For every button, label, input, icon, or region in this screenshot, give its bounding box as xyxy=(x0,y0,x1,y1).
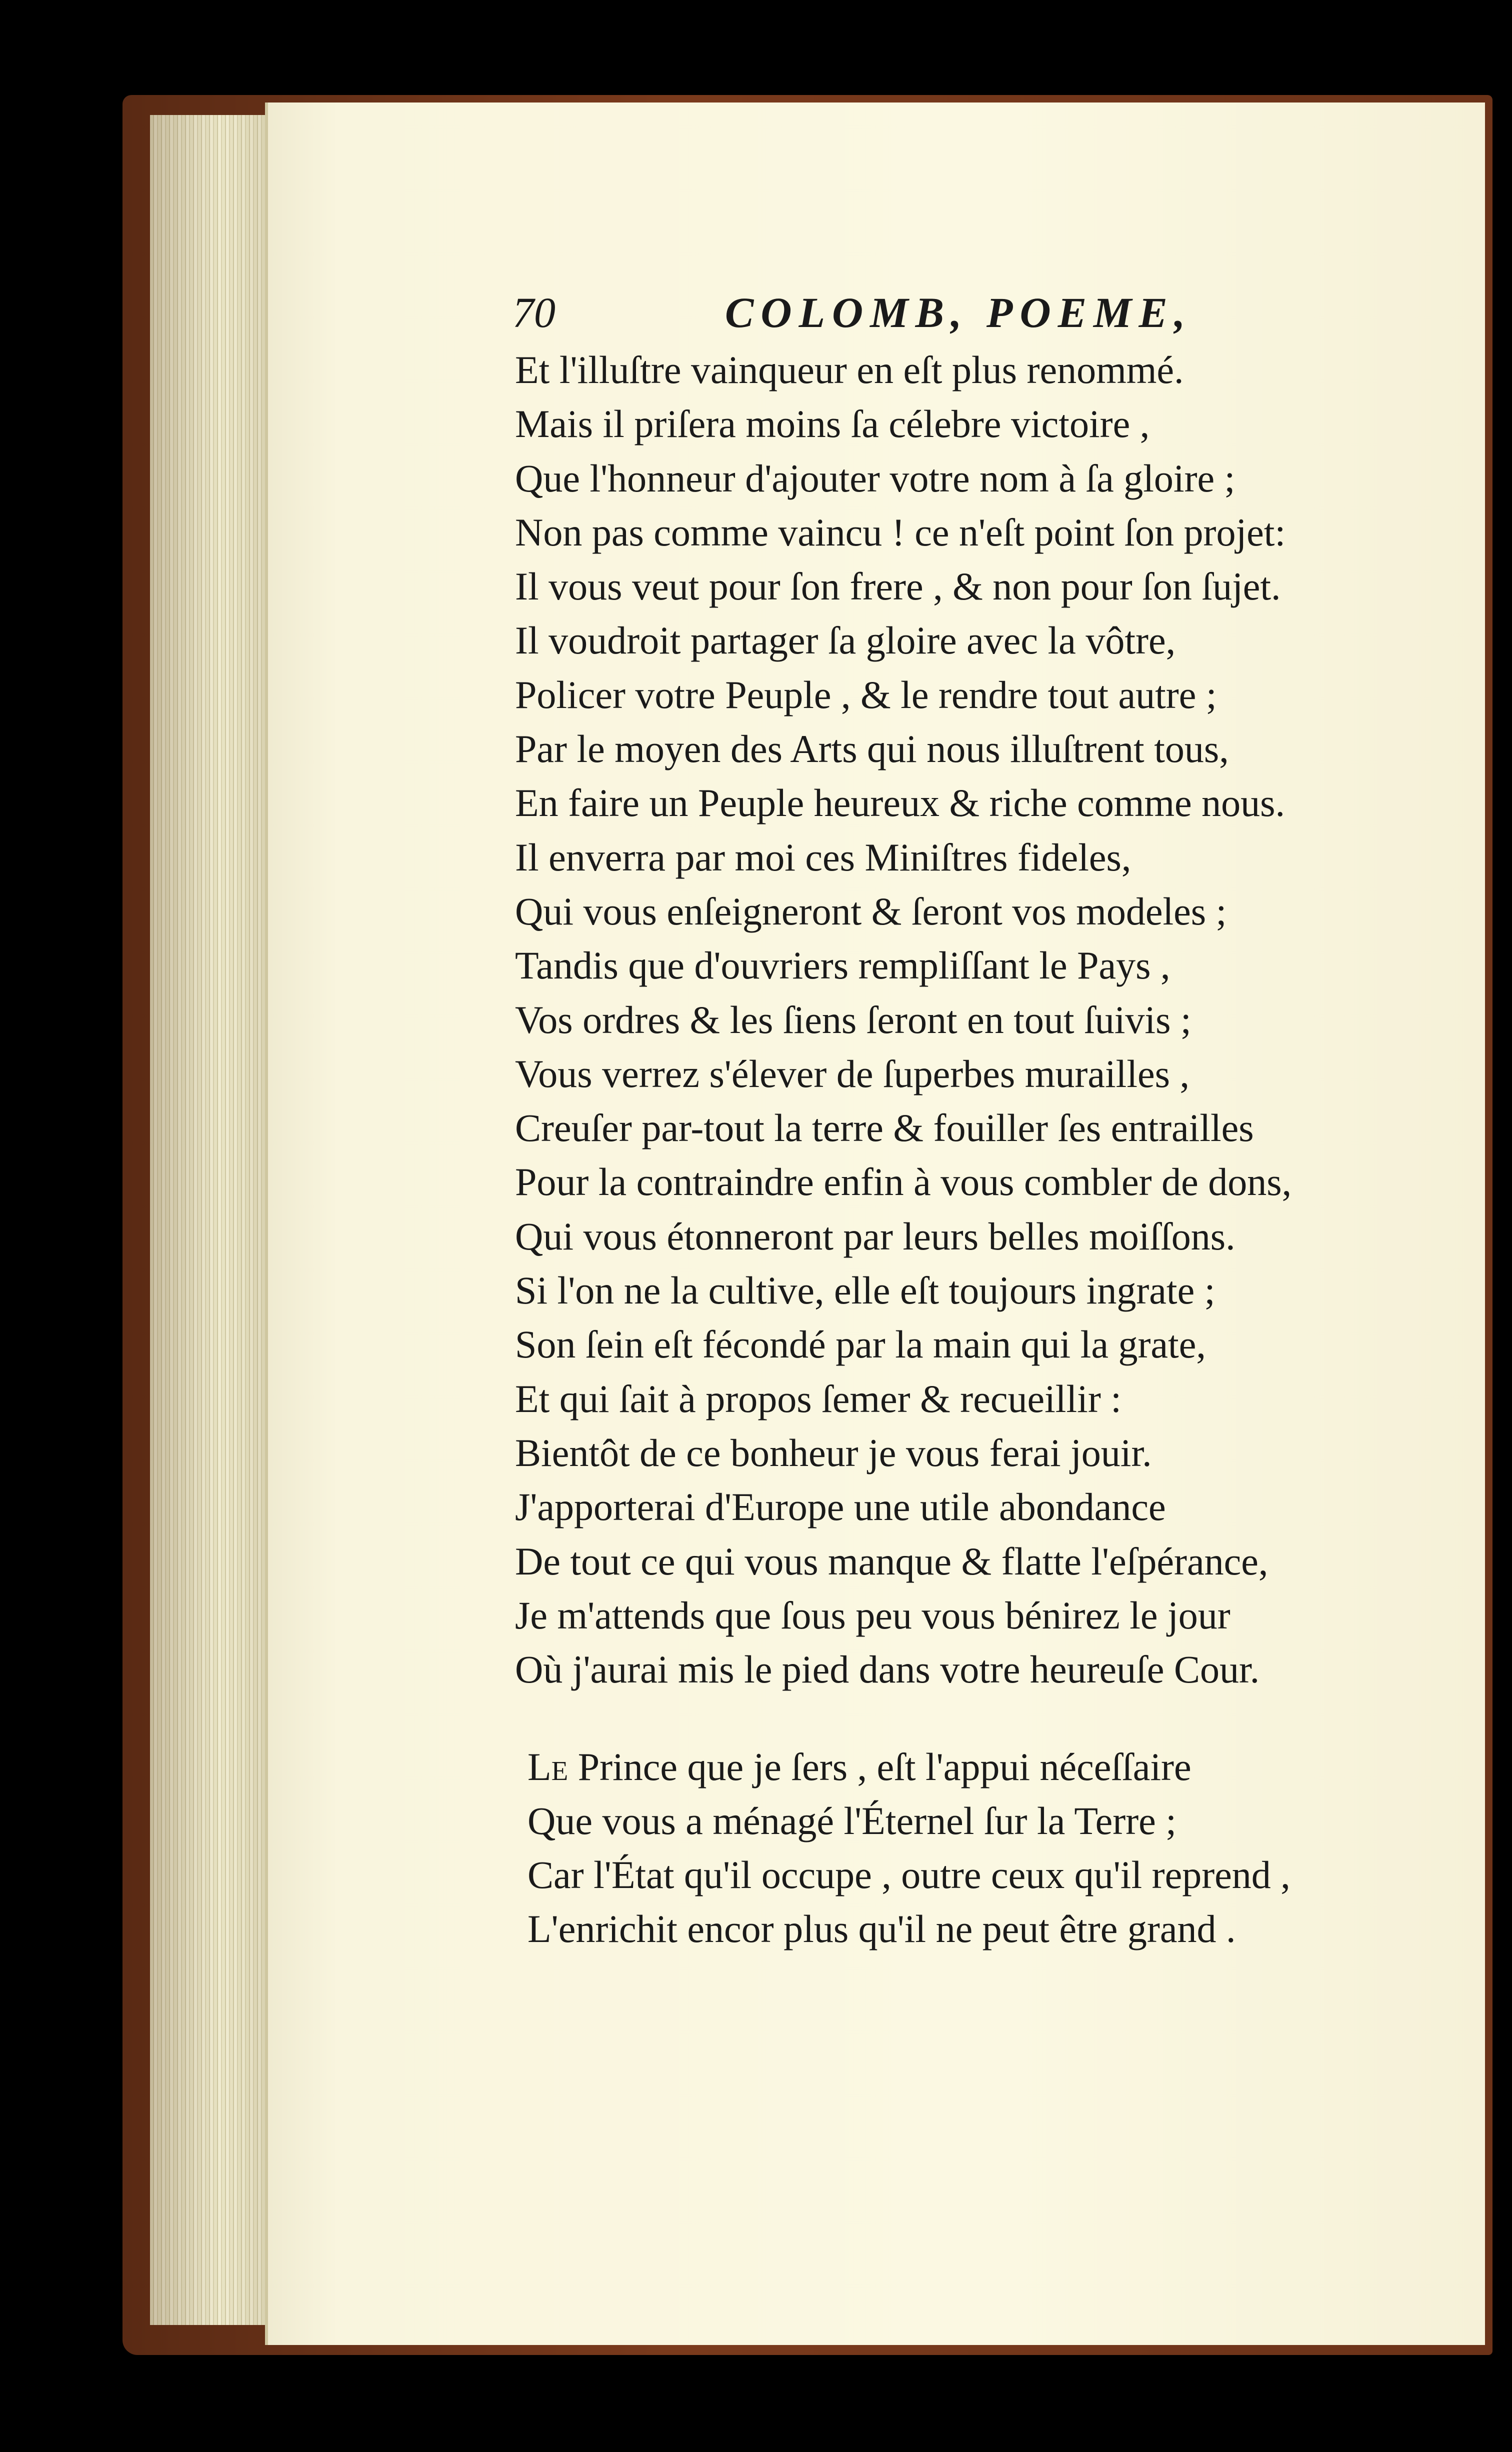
verse-line: Que vous a ménagé l'Éternel ſur la Terre ; xyxy=(528,1799,1176,1842)
verse-line: J'apporterai d'Europe une utile abondance xyxy=(515,1485,1166,1529)
verse-line: Et l'illuſtre vainqueur en eſt plus renommé. xyxy=(515,348,1184,392)
verse-line: Tandis que d'ouvriers rempliſſant le Pays , xyxy=(515,944,1170,988)
verse-line: En faire un Peuple heureux & riche comme nous. xyxy=(515,781,1286,825)
verse-line: De tout ce qui vous manque & flatte l'eſpérance, xyxy=(515,1539,1268,1583)
verse-line: Policer votre Peuple , & le rendre tout autre ; xyxy=(515,672,1217,716)
verse-line: Et qui ſait à propos ſemer & recueillir : xyxy=(515,1376,1122,1420)
verse-line: Qui vous étonneront par leurs belles moiſſons. xyxy=(515,1214,1236,1258)
verse-line: Pour la contraindre enfin à vous combler de dons, xyxy=(515,1160,1292,1204)
page-number: 70 xyxy=(512,288,556,336)
stanza-initial-word: Le xyxy=(528,1745,568,1788)
verse-line: Car l'État qu'il occupe , outre ceux qu'il reprend , xyxy=(528,1853,1290,1896)
verse-line: Vos ordres & les ſiens ſeront en tout ſuivis ; xyxy=(515,998,1192,1042)
verse-line: L'enrichit encor plus qu'il ne peut être grand . xyxy=(528,1907,1236,1950)
verse-line: Il vous veut pour ſon frere , & non pour ſon ſujet. xyxy=(515,564,1281,608)
verse-line: Il voudroit partager ſa gloire avec la vôtre, xyxy=(515,618,1176,662)
verse-line: Il enverra par moi ces Miniſtres fideles, xyxy=(515,835,1132,879)
verse-line: Je m'attends que ſous peu vous bénirez le jour xyxy=(515,1593,1230,1637)
verse-block xyxy=(515,343,1465,1696)
verse-line: Creuſer par-tout la terre & fouiller ſes entrailles xyxy=(515,1106,1254,1150)
verse-line: Que l'honneur d'ajouter votre nom à ſa gloire ; xyxy=(515,456,1236,500)
verse-line: Vous verrez s'élever de ſuperbes murailles , xyxy=(515,1052,1190,1096)
verse-line: Non pas comme vaincu ! ce n'eſt point ſon projet: xyxy=(515,510,1286,554)
verse-line: Mais il priſera moins ſa célebre victoire , xyxy=(515,402,1150,446)
stanza-first-line-text: Prince que je ſers , eſt l'appui néceſſaire xyxy=(568,1745,1192,1788)
verse-line: Par le moyen des Arts qui nous illuſtrent tous, xyxy=(515,727,1229,771)
verse-line: Qui vous enſeigneront & ſeront vos modeles ; xyxy=(515,889,1227,933)
verse-line: Son ſein eſt fécondé par la main qui la grate, xyxy=(515,1322,1206,1366)
verse-line: Où j'aurai mis le pied dans votre heureuſe Cour. xyxy=(515,1648,1260,1692)
verse-line: Bientôt de ce bonheur je vous ferai jouir. xyxy=(515,1430,1152,1474)
running-header xyxy=(512,285,1262,340)
stanza-first-line xyxy=(528,1740,1478,1794)
page-block-edges xyxy=(150,115,280,2325)
page-edges-shade xyxy=(150,115,280,2325)
page-gutter xyxy=(265,102,268,2345)
verse-line: Si l'on ne la cultive, elle eſt toujours ingrate ; xyxy=(515,1268,1216,1312)
second-stanza xyxy=(528,1740,1478,1956)
running-title: COLOMB, POEME, xyxy=(725,288,1192,336)
